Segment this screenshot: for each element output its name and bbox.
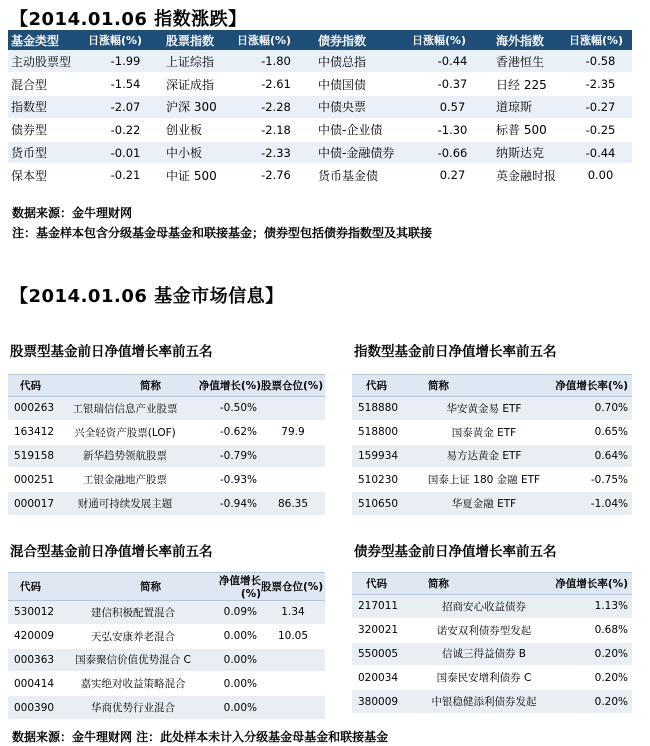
- index-name: 主动股票型: [8, 50, 85, 73]
- nav-growth: 0.65%: [550, 420, 632, 444]
- nav-growth: 0.70%: [550, 397, 632, 421]
- table-row: [352, 420, 632, 444]
- table-row: [8, 50, 632, 73]
- table-row: [352, 595, 632, 619]
- fund-name: 建信积极配置混合: [66, 601, 200, 625]
- index-name: 货币基金债: [315, 164, 409, 187]
- fund-code: 518880: [352, 397, 418, 421]
- index-name: 中证 500: [163, 164, 234, 187]
- table-row: [8, 601, 325, 625]
- change-value: -0.37: [409, 73, 493, 96]
- fund-name: 华安黄金易 ETF: [418, 397, 550, 421]
- fund-code: 380009: [352, 690, 418, 714]
- index-name: 货币型: [8, 141, 85, 164]
- index-name: 中小板: [163, 141, 234, 164]
- change-value: 0.57: [409, 96, 493, 119]
- table-row: [8, 696, 325, 720]
- nav-growth: 0.09%: [200, 601, 261, 625]
- nav-growth: 0.20%: [550, 690, 632, 714]
- change-value: -2.18: [234, 118, 315, 141]
- table-row: [8, 624, 325, 648]
- stock-position: [261, 648, 325, 672]
- table-row: [8, 672, 325, 696]
- nav-growth: 0.68%: [550, 618, 632, 642]
- change-value: -0.66: [409, 141, 493, 164]
- fund-code: 518800: [352, 420, 418, 444]
- fund-name: 诺安双利债券型发起: [418, 618, 550, 642]
- fund-name: 新华趋势领航股票: [66, 444, 184, 468]
- fund-code: 320021: [352, 618, 418, 642]
- table-header-row: [352, 573, 632, 595]
- change-value: -2.35: [566, 73, 632, 96]
- fund-name: 嘉实绝对收益策略混合: [66, 672, 200, 696]
- sample-note: 注：基金样本包含分级基金母基金和联接基金；债券型包括债券指数型及其联接: [12, 226, 433, 240]
- index-name: 保本型: [8, 164, 85, 187]
- fund-code: 000263: [8, 397, 66, 421]
- page-title-index: 【2014.01.06 指数涨跌】: [10, 9, 247, 30]
- index-name: 中债央票: [315, 96, 409, 119]
- table-row: [352, 444, 632, 468]
- table-row: [8, 118, 632, 141]
- index-name: 日经 225: [493, 73, 566, 96]
- nav-growth: -0.79%: [184, 444, 261, 468]
- fund-name: 易方达黄金 ETF: [418, 444, 550, 468]
- col-header: 日涨幅(%): [409, 30, 493, 50]
- fund-code: 000251: [8, 468, 66, 492]
- change-value: -2.76: [234, 164, 315, 187]
- index-name: 香港恒生: [493, 50, 566, 73]
- index-name: 深证成指: [163, 73, 234, 96]
- nav-growth: 1.13%: [550, 595, 632, 619]
- table-header-row: [8, 30, 632, 50]
- nav-growth: 0.00%: [200, 624, 261, 648]
- stock-position: [261, 672, 325, 696]
- index-change-table: [8, 30, 632, 187]
- nav-growth: 0.64%: [550, 444, 632, 468]
- index-name: 中债-金融债券: [315, 141, 409, 164]
- col-header: 股票仓位(%): [261, 375, 325, 397]
- stock-position: [261, 397, 325, 421]
- col-header: 代码: [8, 573, 66, 601]
- fund-code: 510230: [352, 468, 418, 492]
- index-name: 道琼斯: [493, 96, 566, 119]
- stock-fund-table: [8, 374, 325, 516]
- fund-code: 000363: [8, 648, 66, 672]
- change-value: -0.25: [566, 118, 632, 141]
- index-name: 混合型: [8, 73, 85, 96]
- fund-code: 000017: [8, 492, 66, 516]
- col-header: 债券指数: [315, 30, 409, 50]
- fund-code: 000414: [8, 672, 66, 696]
- fund-name: 国泰民安增利债券 C: [418, 666, 550, 690]
- table-row: [352, 492, 632, 516]
- col-header: 股票仓位(%): [261, 573, 325, 601]
- fund-name: 中银稳健添利债券发起: [418, 690, 550, 714]
- col-header: 海外指数: [493, 30, 566, 50]
- table-header-row: [8, 573, 325, 601]
- fund-name: 信诚三得益债券 B: [418, 642, 550, 666]
- index-name: 中债总指: [315, 50, 409, 73]
- fund-name: 兴全轻资产股票(LOF): [66, 420, 184, 444]
- fund-name: 华商优势行业混合: [66, 696, 200, 720]
- index-name: 沪深 300: [163, 96, 234, 119]
- fund-name: 工银瑞信信息产业股票: [66, 397, 184, 421]
- change-value: -0.27: [566, 96, 632, 119]
- change-value: -1.30: [409, 118, 493, 141]
- col-header: 净值增长(%): [200, 573, 261, 601]
- fund-code: 020034: [352, 666, 418, 690]
- col-header: 净值增长(%): [184, 375, 261, 397]
- table-row: [352, 690, 632, 714]
- stock-position: 79.9: [261, 420, 325, 444]
- change-value: -0.22: [85, 118, 163, 141]
- table-row: [8, 648, 325, 672]
- fund-name: 国泰上证 180 金融 ETF: [418, 468, 550, 492]
- table-row: [8, 397, 325, 421]
- nav-growth: -0.62%: [184, 420, 261, 444]
- fund-name: 天弘安康养老混合: [66, 624, 200, 648]
- change-value: 0.00: [566, 164, 632, 187]
- table-row: [8, 73, 632, 96]
- page-title-market: 【2014.01.06 基金市场信息】: [10, 286, 284, 307]
- fund-name: 国泰黄金 ETF: [418, 420, 550, 444]
- table-row: [8, 164, 632, 187]
- fund-name: 国泰聚信价值优势混合 C: [66, 648, 200, 672]
- index-name: 标普 500: [493, 118, 566, 141]
- table-row: [352, 618, 632, 642]
- index-name: 中债-企业债: [315, 118, 409, 141]
- change-value: -1.80: [234, 50, 315, 73]
- fund-name: 工银金融地产股票: [66, 468, 184, 492]
- nav-growth: -1.04%: [550, 492, 632, 516]
- col-header: 日涨幅(%): [566, 30, 632, 50]
- index-name: 上证综指: [163, 50, 234, 73]
- change-value: -0.58: [566, 50, 632, 73]
- stock-fund-title: 股票型基金前日净值增长率前五名: [10, 344, 213, 360]
- index-name: 英金融时报: [493, 164, 566, 187]
- change-value: -2.07: [85, 96, 163, 119]
- stock-position: 1.34: [261, 601, 325, 625]
- stock-position: 86.35: [261, 492, 325, 516]
- change-value: -1.99: [85, 50, 163, 73]
- change-value: -0.01: [85, 141, 163, 164]
- fund-name: 华夏金融 ETF: [418, 492, 550, 516]
- change-value: -0.21: [85, 164, 163, 187]
- table-row: [8, 96, 632, 119]
- table-row: [352, 468, 632, 492]
- data-source-note-2: 数据来源：金牛理财网 注：此处样本未计入分级基金母基金和联接基金: [12, 730, 389, 744]
- fund-code: 530012: [8, 601, 66, 625]
- fund-code: 420009: [8, 624, 66, 648]
- stock-position: [261, 696, 325, 720]
- index-name: 债券型: [8, 118, 85, 141]
- mixed-fund-table: [8, 572, 325, 720]
- col-header: 净值增长率(%): [550, 375, 632, 397]
- index-fund-table: [352, 374, 632, 516]
- nav-growth: 0.00%: [200, 648, 261, 672]
- change-value: -2.61: [234, 73, 315, 96]
- col-header: 简称: [66, 375, 184, 397]
- nav-growth: -0.94%: [184, 492, 261, 516]
- col-header: 简称: [66, 573, 200, 601]
- change-value: -2.28: [234, 96, 315, 119]
- stock-position: 10.05: [261, 624, 325, 648]
- change-value: 0.27: [409, 164, 493, 187]
- nav-growth: 0.20%: [550, 666, 632, 690]
- index-name: 中债国债: [315, 73, 409, 96]
- col-header: 简称: [418, 573, 550, 595]
- fund-code: 510650: [352, 492, 418, 516]
- fund-code: 519158: [8, 444, 66, 468]
- col-header: 代码: [352, 375, 418, 397]
- index-fund-title: 指数型基金前日净值增长率前五名: [354, 344, 557, 360]
- table-row: [352, 642, 632, 666]
- bond-fund-title: 债券型基金前日净值增长率前五名: [354, 544, 557, 560]
- table-header-row: [8, 375, 325, 397]
- col-header: 股票指数: [163, 30, 234, 50]
- index-name: 纳斯达克: [493, 141, 566, 164]
- nav-growth: 0.20%: [550, 642, 632, 666]
- nav-growth: 0.00%: [200, 696, 261, 720]
- data-source-note: 数据来源：金牛理财网: [12, 206, 133, 220]
- table-row: [8, 492, 325, 516]
- index-name: 指数型: [8, 96, 85, 119]
- fund-code: 000390: [8, 696, 66, 720]
- col-header: 净值增长率(%): [550, 573, 632, 595]
- change-value: -2.33: [234, 141, 315, 164]
- fund-name: 招商安心收益债券: [418, 595, 550, 619]
- stock-position: [261, 444, 325, 468]
- table-row: [352, 666, 632, 690]
- bond-fund-table: [352, 572, 632, 714]
- nav-growth: -0.93%: [184, 468, 261, 492]
- table-row: [352, 397, 632, 421]
- fund-name: 财通可持续发展主题: [66, 492, 184, 516]
- table-row: [8, 141, 632, 164]
- col-header: 日涨幅(%): [234, 30, 315, 50]
- col-header: 代码: [8, 375, 66, 397]
- col-header: 代码: [352, 573, 418, 595]
- table-row: [8, 420, 325, 444]
- col-header: 简称: [418, 375, 550, 397]
- change-value: -0.44: [566, 141, 632, 164]
- change-value: -1.54: [85, 73, 163, 96]
- index-name: 创业板: [163, 118, 234, 141]
- nav-growth: -0.75%: [550, 468, 632, 492]
- fund-code: 159934: [352, 444, 418, 468]
- col-header: 日涨幅(%): [85, 30, 163, 50]
- nav-growth: -0.50%: [184, 397, 261, 421]
- table-row: [8, 468, 325, 492]
- table-header-row: [352, 375, 632, 397]
- nav-growth: 0.00%: [200, 672, 261, 696]
- fund-code: 550005: [352, 642, 418, 666]
- change-value: -0.44: [409, 50, 493, 73]
- table-row: [8, 444, 325, 468]
- fund-code: 163412: [8, 420, 66, 444]
- mixed-fund-title: 混合型基金前日净值增长率前五名: [10, 544, 213, 560]
- stock-position: [261, 468, 325, 492]
- col-header: 基金类型: [8, 30, 85, 50]
- fund-code: 217011: [352, 595, 418, 619]
